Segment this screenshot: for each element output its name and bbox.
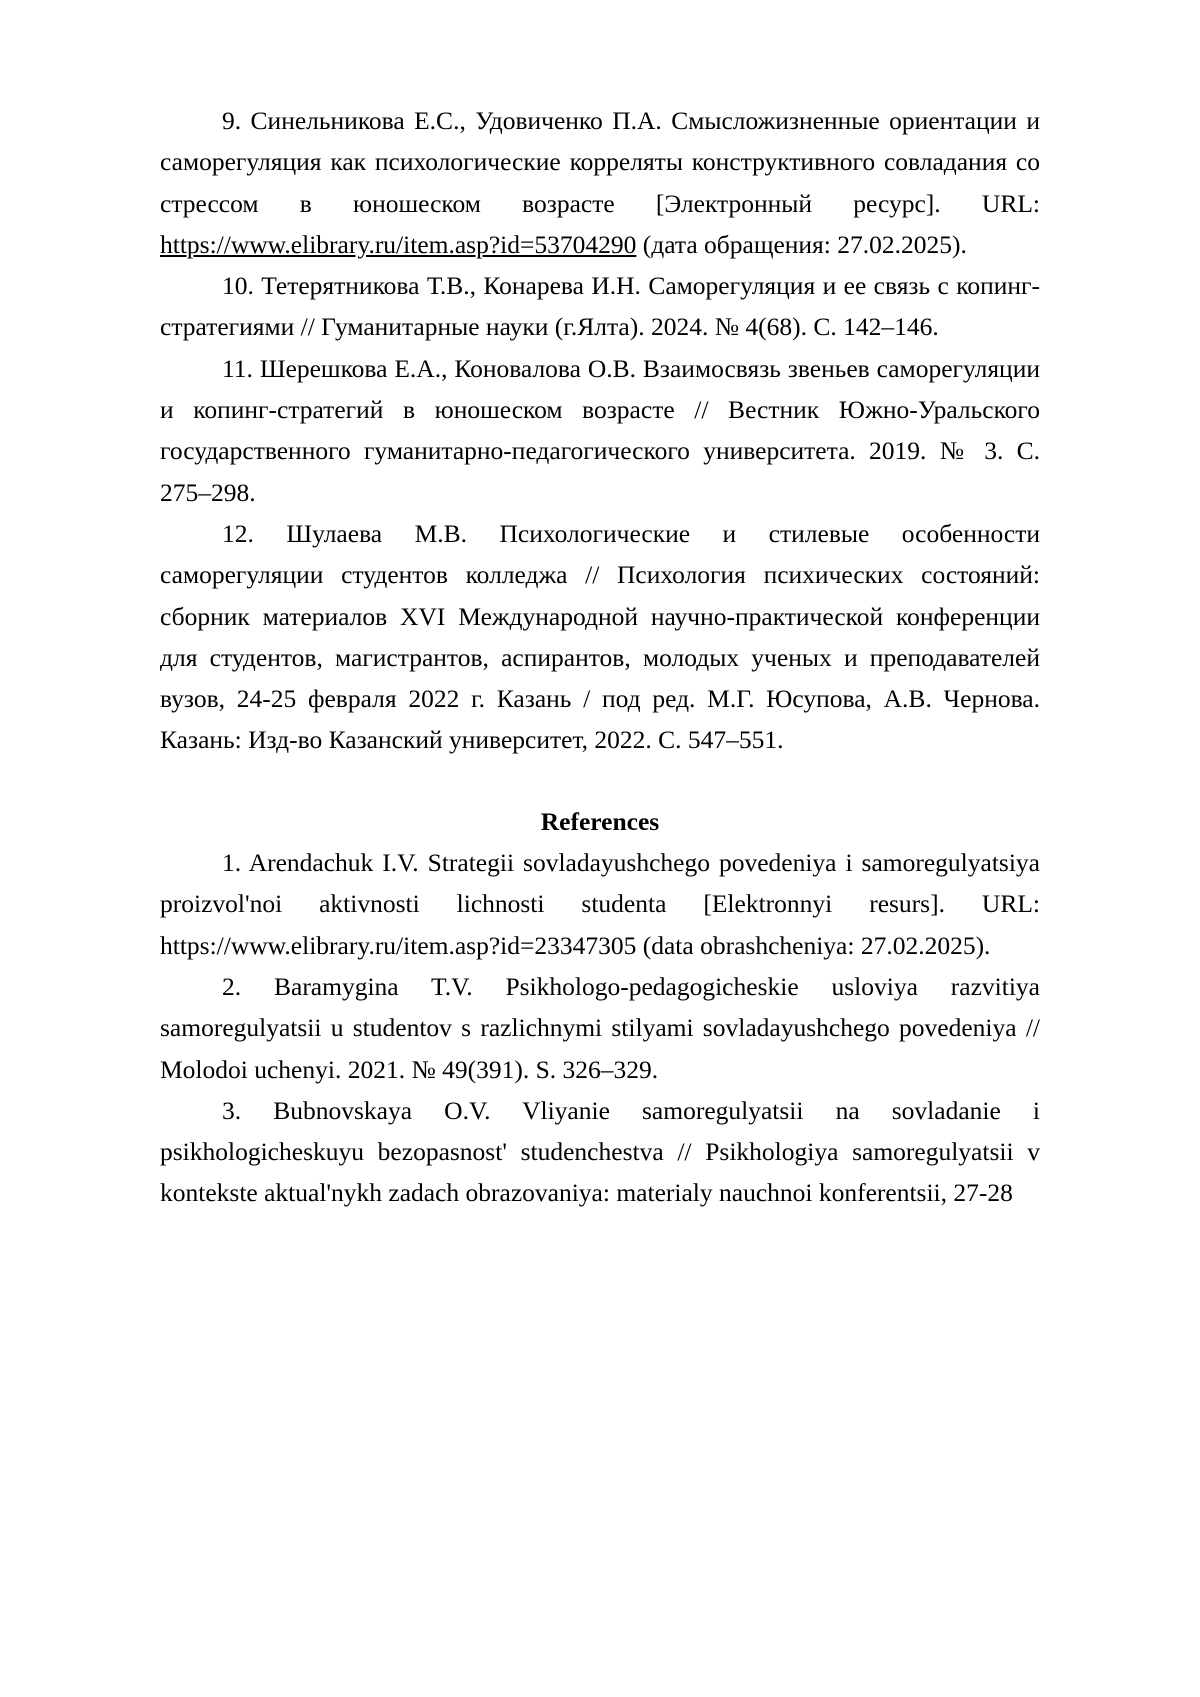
reference-number: 3. [222, 1095, 242, 1125]
reference-item-11 [160, 348, 1040, 513]
reference-number: 9. [222, 106, 242, 135]
reference-text-tail: (дата обращения: 27.02.2025). [636, 229, 967, 259]
document-body [160, 100, 1040, 1214]
reference-url-link[interactable]: https://www.elibrary.ru/item.asp?id=53704290 [160, 229, 637, 259]
reference-text: Тетерятникова Т.В., Конарева И.Н. Саморегуляция и ее связь с копинг-стратегиями // Гуманитарные науки (г.Ялта). 2024. № 4(68). С. 142–146. [160, 271, 1040, 342]
reference-item-12 [160, 513, 1040, 761]
reference-text: Arendachuk I.V. Strategii sovladayushchego povedeniya i samoregulyatsiya proizvol'noi aktivnosti lichnosti studenta [Elektronnyi resurs]. URL: https://www.elibrary.ru/item.asp?id=23347305 (data obrashcheniya: 27.02.2025). [160, 848, 1040, 960]
reference-number: 11. [222, 353, 253, 383]
reference-text: Baramygina T.V. Psikhologo-pedagogicheskie usloviya razvitiya samoregulyatsii u studentov s razlichnymi stilyami sovladayushchego povedeniya // Molodoi uchenyi. 2021. № 49(391). S. 326–329. [160, 971, 1040, 1084]
reference-item-10 [160, 265, 1040, 348]
reference-number: 12. [222, 518, 254, 548]
reference-number: 2. [222, 971, 242, 1001]
reference-text: Шерешкова Е.А., Коновалова О.В. Взаимосвязь звеньев саморегуляции и копинг-стратегий в юношеском возрасте // Вестник Южно-Уральского государственного гуманитарно-педагогического университета. 2019. № 3. С. 275–298. [160, 353, 1040, 507]
transliterated-reference-item-3 [160, 1090, 1040, 1214]
reference-text: Bubnovskaya O.V. Vliyanie samoregulyatsii na sovladanie i psikhologicheskuyu bezopasnost' studenchestva // Psikhologiya samoregulyatsii v kontekste aktual'nykh zadach obrazovaniya: materialy nauchnoi konferentsii, 27-28 [160, 1095, 1040, 1208]
reference-number: 10. [222, 271, 254, 301]
transliterated-reference-item-2 [160, 966, 1040, 1090]
reference-number: 1. [222, 848, 242, 878]
reference-text: Шулаева М.В. Психологические и стилевые особенности саморегуляции студентов колледжа // Психология психических состояний: сборник материалов XVI Международной научно-практической конференции для студентов, магистрантов, аспирантов, молодых ученых и преподавателей вузов, 24-25 февраля 2022 г. Казань / под ред. М.Г. Юсупова, А.В. Чернова. Казань: Изд-во Казанский университет, 2022. С. 547–551. [160, 518, 1040, 755]
references-heading: References [540, 806, 660, 836]
reference-text: Синельникова Е.С., Удовиченко П.А. Смысложизненные ориентации и саморегуляция как психологические корреляты конструктивного совладания со стрессом в юношеском возрасте [Электронный ресурс]. URL: [160, 106, 1040, 218]
reference-item-9 [160, 100, 1040, 265]
transliterated-reference-item-1 [160, 842, 1040, 966]
section-spacer [160, 761, 1040, 771]
